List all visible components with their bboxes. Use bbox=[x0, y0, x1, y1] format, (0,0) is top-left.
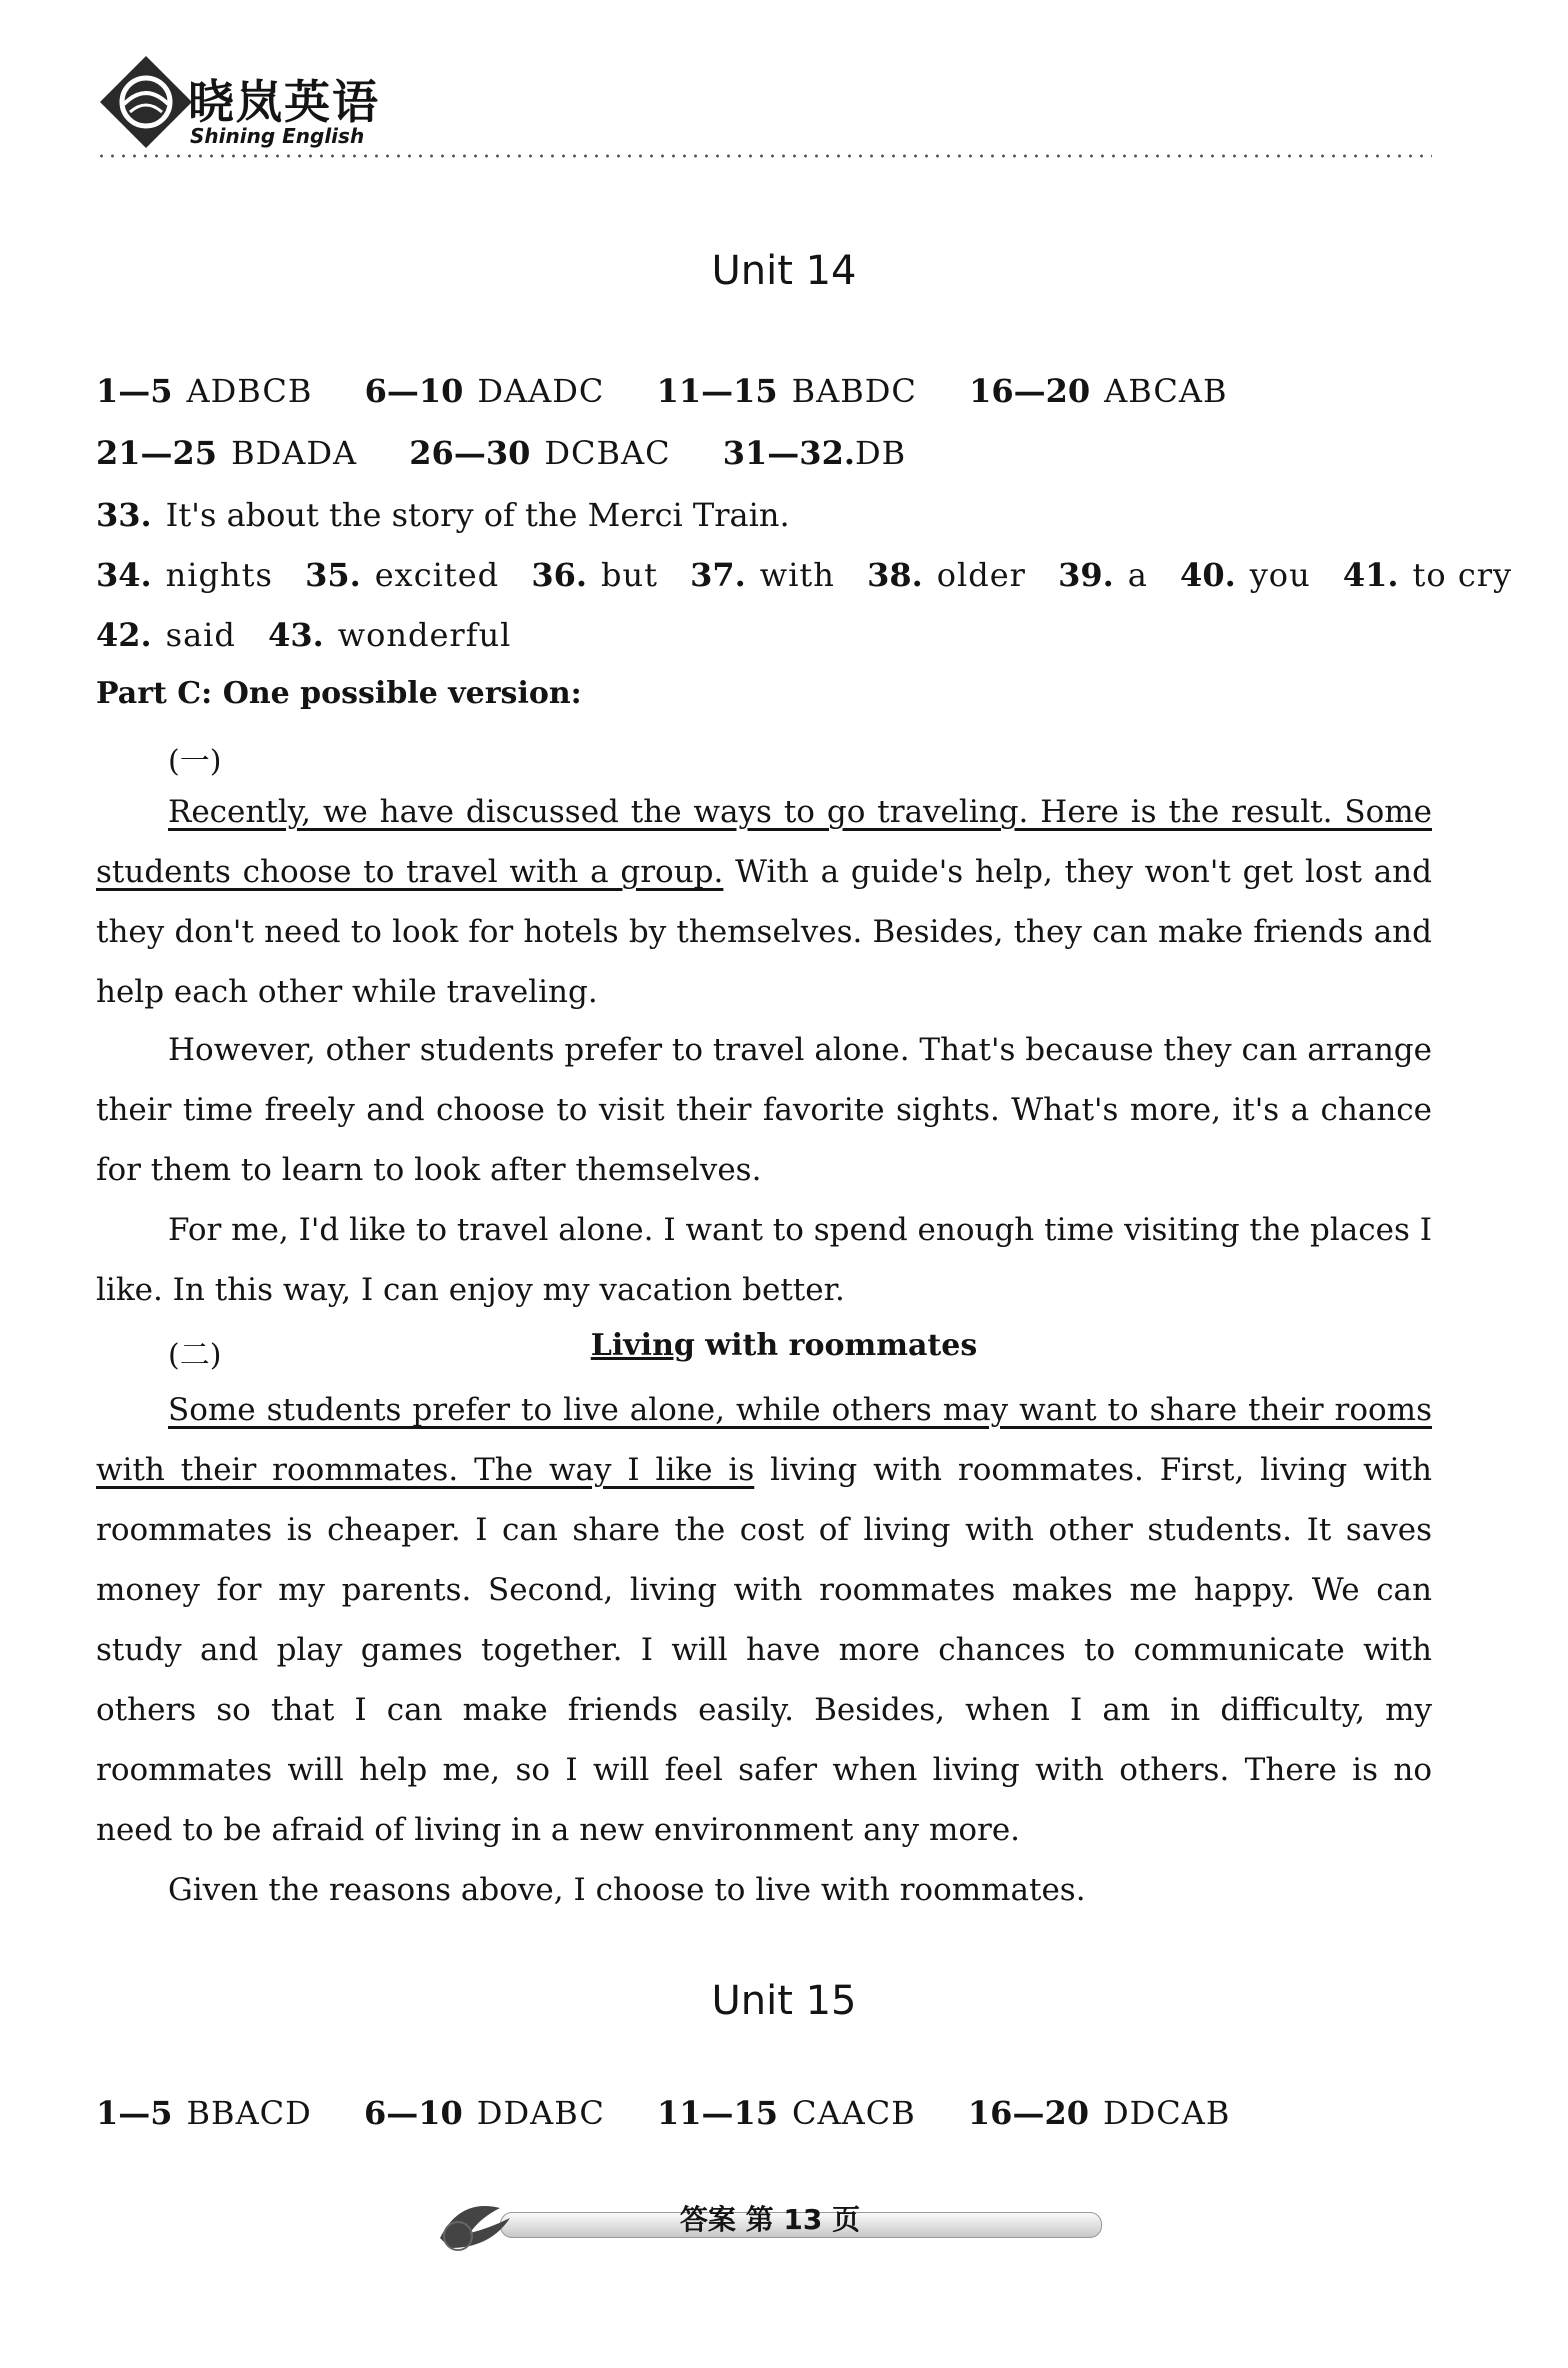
question-number: 35. bbox=[305, 556, 361, 594]
answer-sequence: DAADC bbox=[477, 372, 605, 410]
underlined-text: Some students prefer to live alone, while others may want to share their rooms with their roommates. The way I like is bbox=[96, 1392, 1432, 1488]
answer-sequence: BBACD bbox=[186, 2094, 312, 2132]
essay-1-paragraph-3: For me, I'd like to travel alone. I want to spend enough time visiting the places I like. In this way, I can enjoy my vacation better. bbox=[96, 1212, 1432, 1308]
header-divider bbox=[96, 152, 1432, 160]
unit14-fill-row-2 bbox=[96, 616, 1436, 654]
answer-range: 16—20 bbox=[969, 372, 1091, 410]
paragraph-text: living with roommates. First, living with roommates is cheaper. I can share the cost of living with other students. It saves money for my parents. Second, living with roommates makes me happy. We can study and play games together. I will have more chances to communicate with others so that I can make friends easily. Besides, when I am in difficulty, my roommates will help me, so I will feel safer when living with others. There is no need to be afraid of living in a new environment any more. bbox=[96, 1452, 1433, 1848]
essay-2-mark: (二) bbox=[168, 1338, 222, 1373]
essay-1-paragraph-2: However, other students prefer to travel alone. That's because they can arrange their time freely and choose to visit their favorite sights. What's more, it's a chance for them to learn to look after themselves. bbox=[96, 1032, 1432, 1188]
answer-range: 1—5 bbox=[96, 372, 173, 410]
unit14-q33 bbox=[96, 496, 1436, 534]
answer-sequence: BABDC bbox=[791, 372, 917, 410]
unit14-answer-row-2 bbox=[96, 434, 1436, 472]
unit-15-title: Unit 15 bbox=[711, 1978, 857, 2024]
underlined-text: Recently, we have discussed the ways to go traveling. Here is the result. Some students choose to travel with a group. bbox=[96, 794, 1432, 890]
fill-word: but bbox=[601, 556, 658, 594]
fill-word: said bbox=[165, 616, 236, 654]
question-number: 36. bbox=[531, 556, 587, 594]
essay-1-mark: (一) bbox=[168, 744, 222, 779]
answer-range: 26—30 bbox=[409, 434, 531, 472]
answer-sequence: ADBCB bbox=[186, 372, 313, 410]
answer-range: 31—32. bbox=[722, 434, 855, 472]
answer-range: 6—10 bbox=[363, 2094, 463, 2132]
brand-name-chinese: 晓岚英语 bbox=[188, 75, 380, 129]
question-number: 41. bbox=[1342, 556, 1399, 594]
answer-sequence: DB bbox=[854, 434, 907, 472]
question-number: 39. bbox=[1058, 556, 1114, 594]
answer-sequence: CAACB bbox=[792, 2094, 916, 2132]
fill-word: with bbox=[759, 556, 835, 594]
question-number: 43. bbox=[268, 616, 324, 654]
answer-sequence: DCBAC bbox=[544, 434, 671, 472]
fill-word: to cry bbox=[1412, 556, 1513, 594]
answer-text: It's about the story of the Merci Train. bbox=[165, 496, 790, 534]
paragraph-text: With a guide's help, they won't get lost and they don't need to look for hotels by themselves. Besides, they can make friends and help each other while traveling. bbox=[96, 854, 1432, 1010]
brand-logo-icon bbox=[96, 52, 196, 152]
question-number: 40. bbox=[1180, 556, 1236, 594]
answer-range: 21—25 bbox=[96, 434, 218, 472]
fill-word: excited bbox=[374, 556, 500, 594]
essay-2-title bbox=[0, 1328, 1568, 1363]
essay-2-paragraph-1 bbox=[96, 1380, 1432, 1860]
answer-range: 11—15 bbox=[656, 2094, 779, 2132]
unit15-answer-row-1 bbox=[96, 2094, 1436, 2132]
essay-title-rest: with roommates bbox=[694, 1328, 978, 1363]
answer-range: 11—15 bbox=[656, 372, 778, 410]
question-number: 34. bbox=[96, 556, 152, 594]
answer-range: 1—5 bbox=[96, 2094, 173, 2132]
unit14-answer-row-1 bbox=[96, 372, 1436, 410]
question-number: 33. bbox=[96, 496, 152, 534]
answer-range: 6—10 bbox=[364, 372, 464, 410]
answer-range: 16—20 bbox=[967, 2094, 1089, 2132]
answer-sequence: ABCAB bbox=[1104, 372, 1228, 410]
unit14-fill-row-1 bbox=[96, 556, 1513, 594]
fill-word: wonderful bbox=[337, 616, 512, 654]
essay-1-paragraph-1 bbox=[96, 782, 1432, 1022]
question-number: 42. bbox=[96, 616, 152, 654]
essay-2-paragraph-2: Given the reasons above, I choose to live with roommates. bbox=[168, 1872, 1086, 1908]
part-c-label: Part C: One possible version: bbox=[96, 676, 582, 711]
answer-sequence: DDCAB bbox=[1102, 2094, 1231, 2132]
page-number-label: 答案 第 13 页 bbox=[679, 2203, 861, 2236]
brand-name-english: Shining English bbox=[190, 124, 365, 148]
fill-word: nights bbox=[165, 556, 273, 594]
essay-title-underlined: Living bbox=[590, 1328, 695, 1363]
question-number: 38. bbox=[867, 556, 923, 594]
answer-sequence: DDABC bbox=[476, 2094, 605, 2132]
page-header bbox=[96, 52, 1432, 162]
fill-word: a bbox=[1127, 556, 1148, 594]
fill-word: you bbox=[1249, 556, 1311, 594]
answer-sequence: BDADA bbox=[231, 434, 358, 472]
page-footer bbox=[430, 2178, 1110, 2258]
unit-14-title: Unit 14 bbox=[711, 248, 857, 294]
fill-word: older bbox=[936, 556, 1026, 594]
question-number: 37. bbox=[690, 556, 746, 594]
